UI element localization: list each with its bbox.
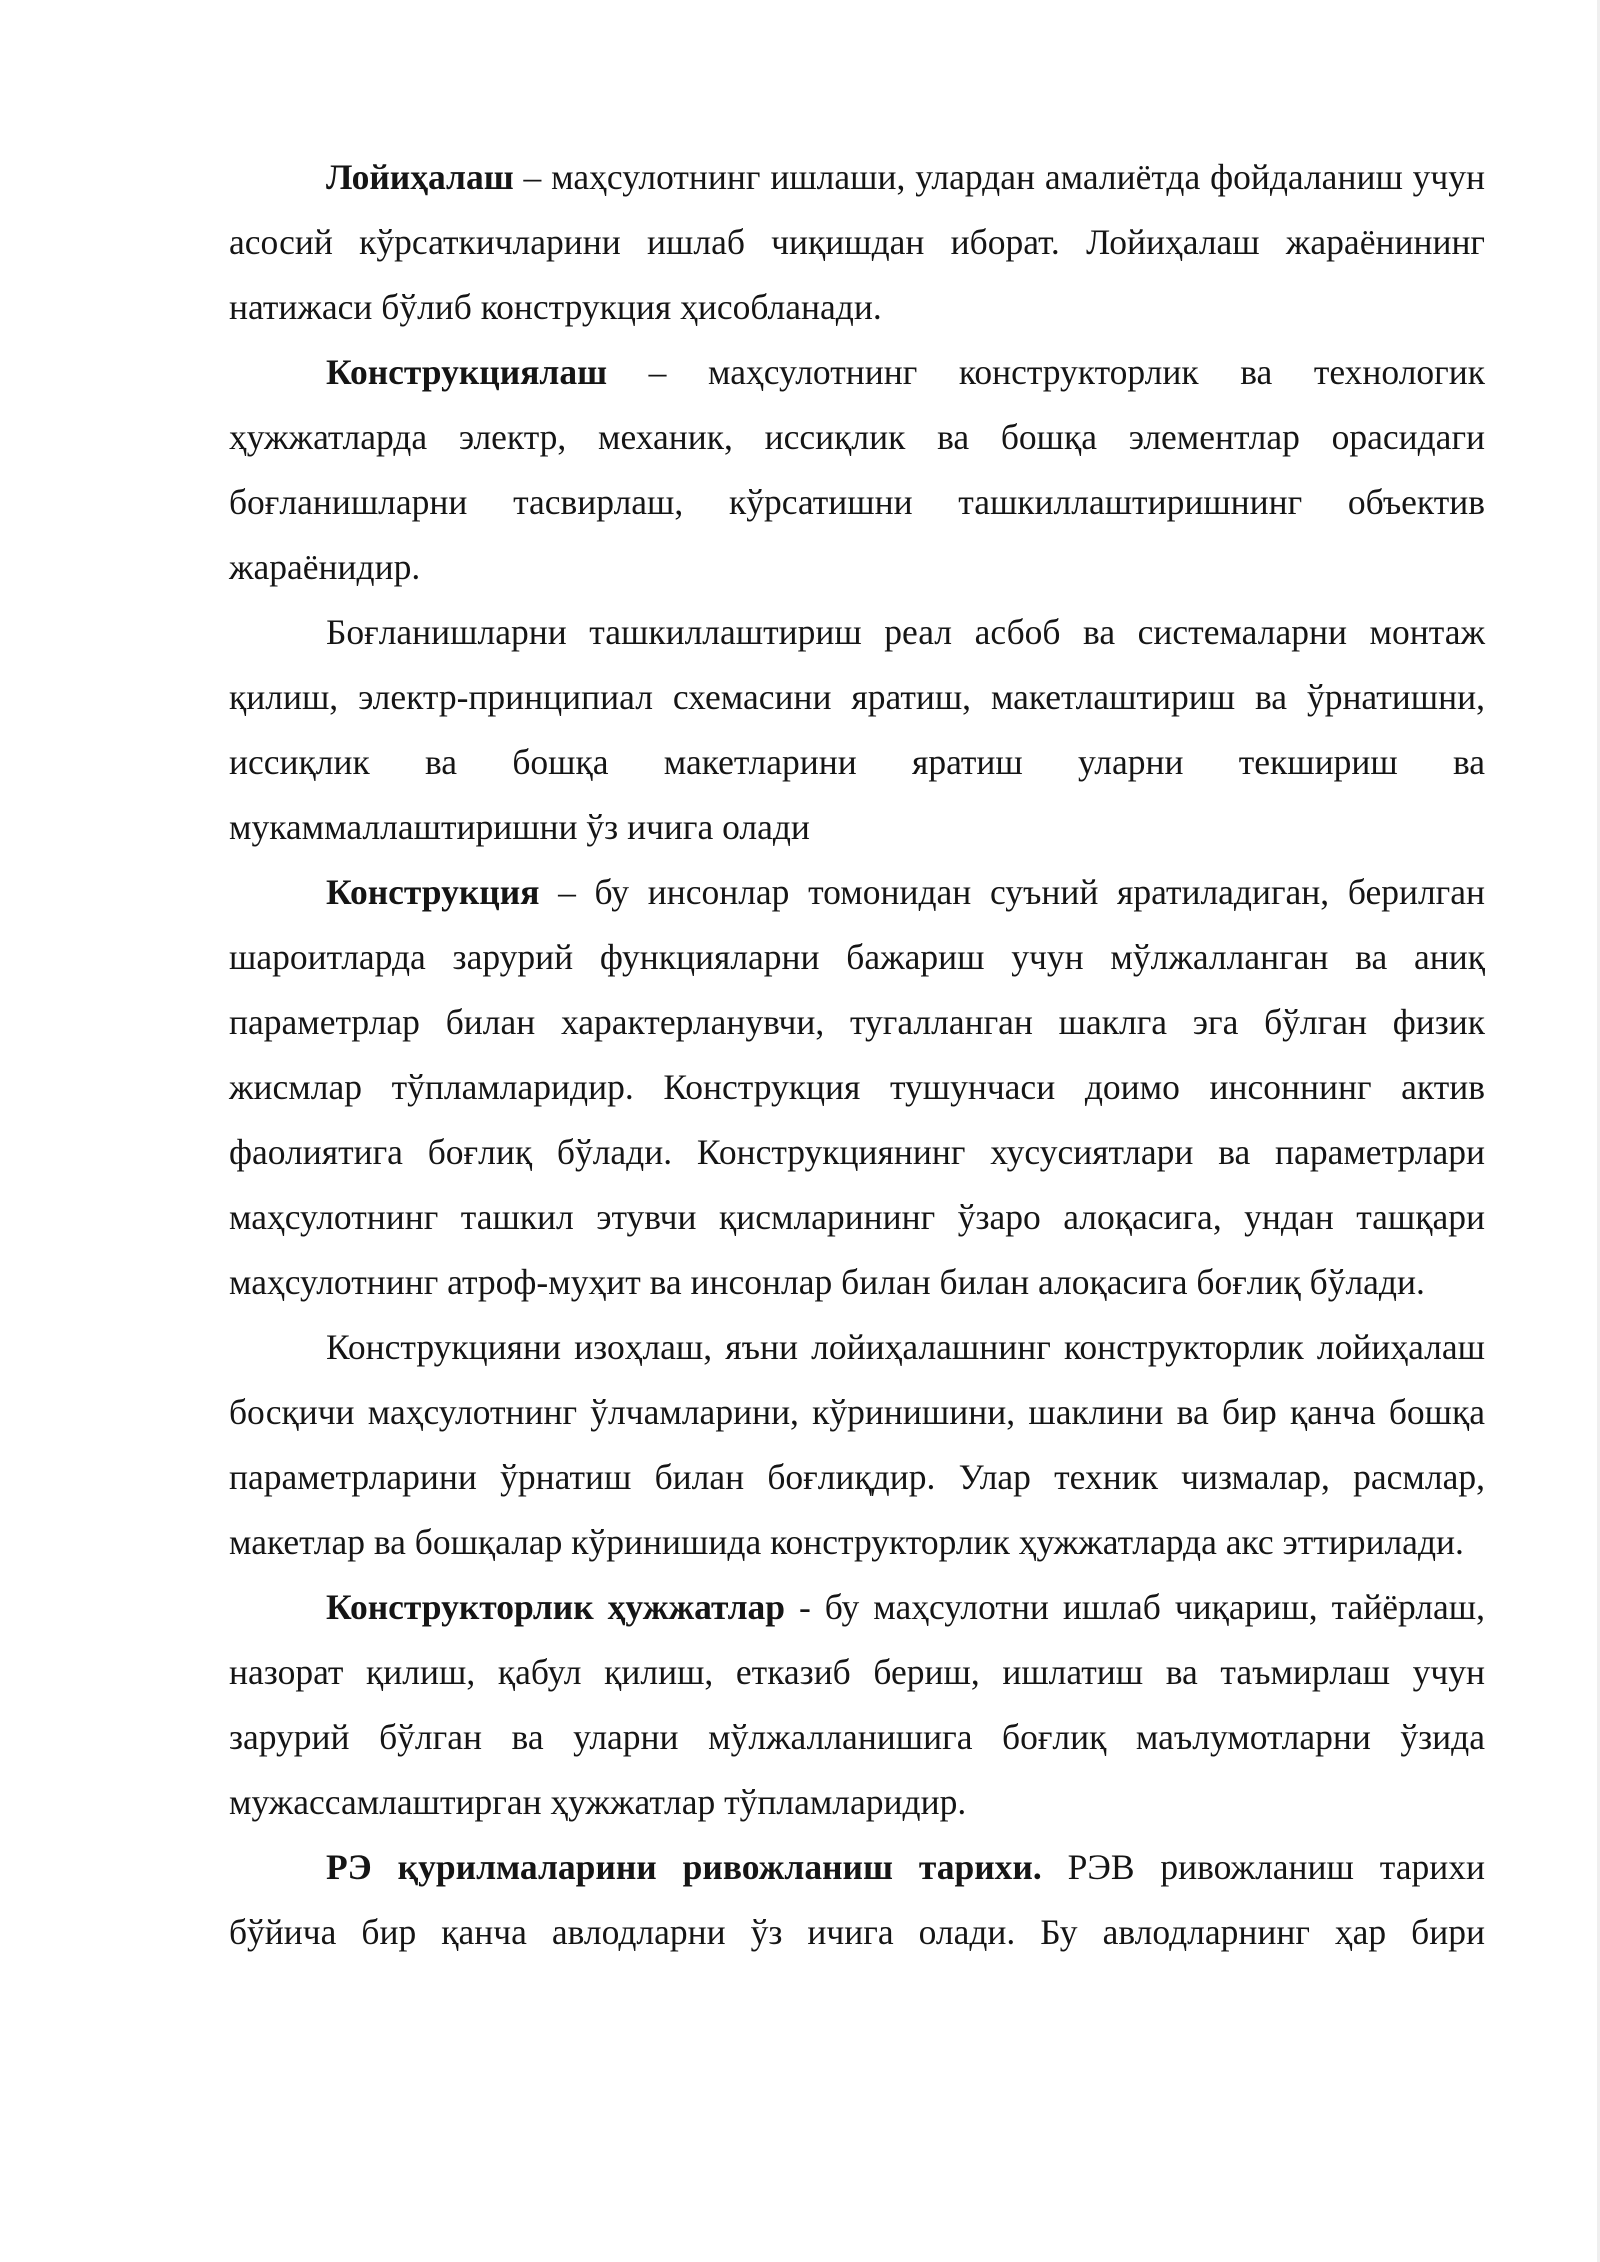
paragraph-konstruktorlik-hujjatlar [229,1575,1485,1835]
paragraph-re-tarixi [229,1835,1485,1965]
term-re-tarixi: РЭ қурилмаларини ривожланиш тарихи. [326,1847,1042,1887]
paragraph-text: Боғланишларни ташкиллаштириш реал асбоб ва системаларни монтаж қилиш, электр-принципиал схемасини яратиш, макетлаштириш ва ўрнатишни, иссиқлик ва бошқа макетларини яратиш уларни текшириш ва мукаммаллаштиришни ўз ичига олади [229,612,1485,847]
paragraph-loyihalash [229,145,1485,340]
paragraph-konstruktsiya [229,860,1485,1315]
paragraph-text: РЭВ ривожланиш тарихи бўйича бир қанча авлодларни ўз ичига олади. Бу авлодларнинг ҳар бири [229,1847,1485,1952]
paragraph-izohlash [229,1315,1485,1575]
document-body [229,145,1485,1965]
term-konstruktsiya: Конструкция [326,872,540,912]
paragraph-text: Конструкцияни изоҳлаш, яъни лойиҳалашнинг конструкторлик лойиҳалаш босқичи маҳсулотнинг ўлчамларини, кўринишини, шаклини ва бир қанча бошқа параметрларини ўрнатиш билан боғлиқдир. Улар техник чизмалар, расмлар, макетлар ва бошқалар кўринишида конструкторлик ҳужжатларда акс эттирилади. [229,1327,1485,1562]
term-loyihalash: Лойиҳалаш [326,157,514,197]
paragraph-boglanishlar [229,600,1485,860]
term-konstruktsiyalash: Конструкциялаш [326,352,608,392]
paragraph-text: – бу инсонлар томонидан суъний яратиладиган, берилган шароитларда зарурий функцияларни бажариш учун мўлжалланган ва аниқ параметрлар билан характерланувчи, тугалланган шаклга эга бўлган физик жисмлар тўпламларидир. Конструкция тушунчаси доимо инсоннинг актив фаолиятига боғлиқ бўлади. Конструкциянинг хусусиятлари ва параметрлари маҳсулотнинг ташкил этувчи қисмларининг ўзаро алоқасига, ундан ташқари маҳсулотнинг атроф-муҳит ва инсонлар билан билан алоқасига боғлиқ бўлади. [229,872,1485,1302]
paragraph-text: – маҳсулотнинг ишлаши, улардан амалиётда фойдаланиш учун асосий кўрсаткичларини ишлаб чиқишдан иборат. Лойиҳалаш жараёнининг натижаси бўлиб конструкция ҳисобланади. [229,157,1485,327]
term-konstruktorlik-hujjatlar: Конструкторлик ҳужжатлар [326,1587,785,1627]
paragraph-text: - бу маҳсулотни ишлаб чиқариш, тайёрлаш, назорат қилиш, қабул қилиш, етказиб бериш, ишлатиш ва таъмирлаш учун зарурий бўлган ва уларни мўлжалланишига боғлиқ маълумотларни ўзида мужассамлаштирган ҳужжатлар тўпламларидир. [229,1587,1485,1822]
paragraph-text: – маҳсулотнинг конструкторлик ва технологик ҳужжатларда электр, механик, иссиқлик ва бошқа элементлар орасидаги боғланишларни тасвирлаш, кўрсатишни ташкиллаштиришнинг объектив жараёнидир. [229,352,1485,587]
paragraph-konstruktsiyalash [229,340,1485,600]
